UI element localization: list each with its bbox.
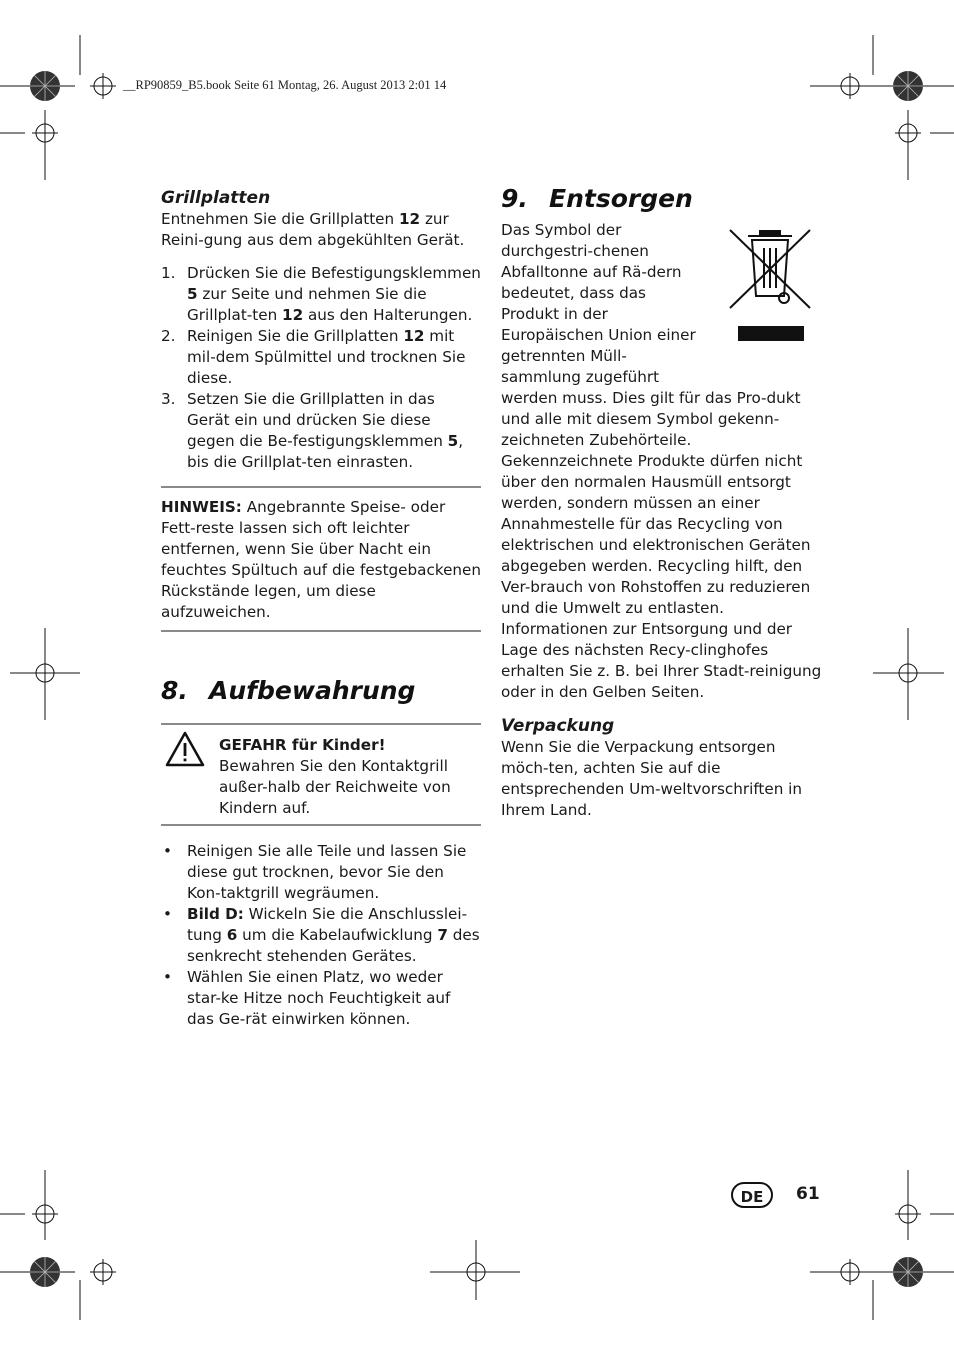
print-header: __RP90859_B5.book Seite 61 Montag, 26. August 2013 2:01 14: [123, 78, 447, 92]
crossed-out-bin-icon: [724, 226, 816, 346]
storage-bullets: [161, 841, 481, 1030]
list-item: 1. Drücken Sie die Befestigungsklemmen 5 zur Seite und nehmen Sie die Grillplat-ten 12 aus den Halterungen.: [161, 264, 481, 324]
section-9-heading: 9. Entsorgen: [501, 184, 693, 213]
section-8-heading: 8. Aufbewahrung: [161, 676, 416, 705]
hint-note: HINWEIS: Angebrannte Speise- oder Fett-reste lassen sich oft leichter entfernen, wenn Sie über Nacht ein feuchtes Spültuch auf die festgebackenen Rückstände legen, um diese aufzuweichen.: [161, 498, 482, 621]
warning-triangle-icon: [165, 731, 205, 767]
list-item: • Bild D: Wickeln Sie die Anschlusslei-tung 6 um die Kabelaufwicklung 7 des senkrecht stehenden Gerätes.: [163, 905, 480, 965]
cleaning-steps: [161, 263, 481, 473]
danger-warning: [161, 725, 481, 824]
list-item: 2. Reinigen Sie die Grillplatten 12 mit mil-dem Spülmittel und trocknen Sie diese.: [161, 327, 466, 387]
danger-title: GEFAHR für Kinder!: [219, 736, 386, 754]
grillplatten-heading: Grillplatten: [161, 188, 271, 208]
page-number: 61: [796, 1184, 820, 1204]
list-item: 3. Setzen Sie die Grillplatten in das Gerät ein und drücken Sie diese gegen die Be-festigungsklemmen 5, bis die Grillplat-ten einrasten.: [161, 390, 464, 471]
list-item: • Wählen Sie einen Platz, wo weder star-ke Hitze noch Feuchtigkeit auf das Ge-rät einwirken können.: [163, 968, 451, 1028]
list-item: • Reinigen Sie alle Teile und lassen Sie diese gut trocknen, bevor Sie den Kon-taktgrill wegräumen.: [163, 842, 467, 902]
divider: [161, 824, 481, 826]
verpackung-heading: Verpackung: [501, 716, 615, 736]
packaging-text: Wenn Sie die Verpackung entsorgen möch-ten, achten Sie auf die entsprechenden Um-weltvorschriften in Ihrem Land.: [501, 738, 802, 819]
language-badge: DE: [731, 1182, 773, 1208]
danger-text: Bewahren Sie den Kontaktgrill außer-halb der Reichweite von Kindern auf.: [219, 757, 451, 817]
disposal-text: Das Symbol der durchgestri-chenen Abfalltonne auf Rä-dern bedeutet, dass das Produkt in der Europäischen Union einer getrennten Müll-sammlung zugeführt werden muss. Dies gilt für das Pro-dukt und alle mit diesem Symbol gekenn-zeichneten Zubehörteile. Gekennzeichnete Produkte dürfen nicht über den normalen Hausmüll entsorgt werden, sondern müssen an einer Annahmestelle für das Recycling von elektrischen und elektronischen Geräten abgegeben werden. Recycling hilft, den Ver-brauch von Rohstoffen zu reduzieren und die Umwelt zu entlasten. Informationen zur Entsorgung und der Lage des nächsten Recy-clinghofes erhalten Sie z. B. bei Ihrer Stadt-reinigung oder in den Gelben Seiten.: [501, 221, 822, 701]
grillplatten-intro: Entnehmen Sie die Grillplatten 12 zur Reini-gung aus dem abgekühlten Gerät.: [161, 210, 465, 249]
left-column: [161, 187, 481, 1030]
divider: [161, 630, 481, 632]
